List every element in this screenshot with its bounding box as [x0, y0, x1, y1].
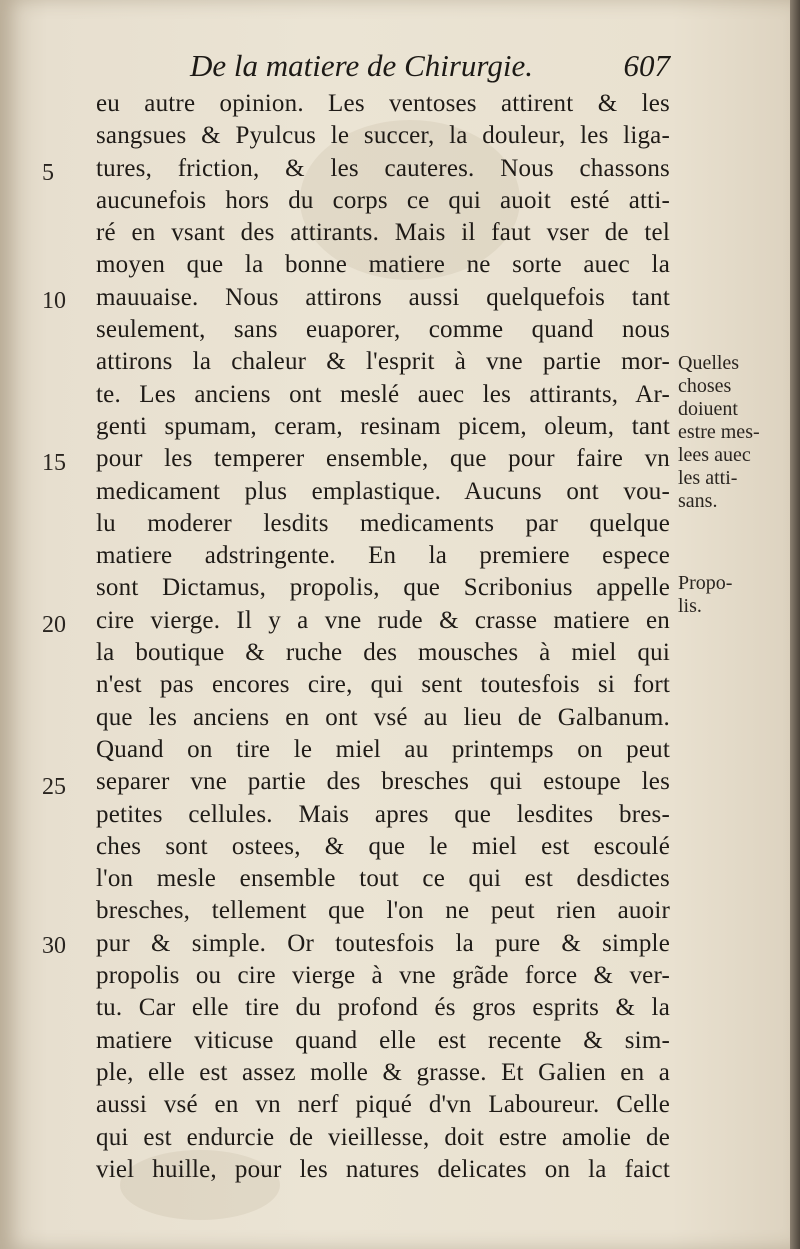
text-line: tu. Car elle tire du profond és gros esprits & la: [96, 994, 670, 1022]
line-number: 20: [42, 612, 66, 638]
text-line: te. Les anciens ont meslé auec les attirants, Ar-: [96, 380, 670, 408]
marginal-line: choses: [678, 375, 732, 397]
text-line: sangsues & Pyulcus le succer, la douleur, les liga-: [96, 122, 670, 150]
text-line: cire vierge. Il y a vne rude & crasse matiere en: [96, 606, 670, 634]
text-line: medicament plus emplastique. Aucuns ont vou-: [96, 477, 670, 505]
text-line: genti spumam, ceram, resinam picem, oleum, tant: [96, 412, 670, 440]
text-line: aucunefois hors du corps ce qui auoit esté atti-: [96, 186, 670, 214]
text-line: eu autre opinion. Les ventoses attirent & les: [96, 90, 670, 117]
main-text: [96, 88, 670, 1186]
text-line: seulement, sans euaporer, comme quand nous: [96, 316, 670, 344]
line-number: 25: [42, 774, 66, 800]
text-line: que les anciens en ont vsé au lieu de Galbanum.: [96, 703, 670, 731]
text-line: matiere adstringente. En la premiere espece: [96, 542, 670, 570]
line-number: 15: [42, 450, 66, 476]
marginal-line: Propo-: [678, 572, 733, 594]
page-number: 607: [623, 48, 670, 83]
marginal-note: [678, 352, 778, 513]
page-edge: [790, 0, 800, 1249]
text-line: qui est endurcie de vieillesse, doit estre amolie de: [96, 1123, 670, 1151]
text-line: propolis ou cire vierge à vne grãde force & ver-: [96, 962, 670, 990]
text-line: ches sont ostees, & que le miel est escoulé: [96, 832, 670, 860]
line-number: 10: [42, 288, 66, 314]
text-line: viel huille, pour les natures delicates on la faict: [96, 1155, 670, 1183]
text-line: ré en vsant des attirants. Mais il faut vser de tel: [96, 219, 670, 247]
marginal-note: [678, 572, 778, 618]
marginal-line: estre mes-: [678, 421, 760, 443]
text-line: aussi vsé en vn nerf piqué d'vn Laboureur. Celle: [96, 1091, 670, 1119]
text-line: attirons la chaleur & l'esprit à vne partie mor-: [96, 348, 670, 376]
line-number: 5: [42, 160, 54, 186]
text-line: pur & simple. Or toutesfois la pure & simple: [96, 929, 670, 957]
text-line: pour les temperer ensemble, que pour faire vn: [96, 445, 670, 473]
text-line: ple, elle est assez molle & grasse. Et Galien en a: [96, 1058, 670, 1086]
text-line: Quand on tire le miel au printemps on peut: [96, 735, 670, 763]
line-number: 30: [42, 933, 66, 959]
running-header: [190, 48, 670, 92]
line-numbers: [0, 0, 90, 1249]
text-line: bresches, tellement que l'on ne peut rien auoir: [96, 897, 670, 925]
marginal-line: lees auec: [678, 444, 751, 466]
text-line: separer vne partie des bresches qui estoupe les: [96, 768, 670, 796]
text-line: matiere viticuse quand elle est recente & sim-: [96, 1026, 670, 1054]
text-line: l'on mesle ensemble tout ce qui est desdictes: [96, 865, 670, 893]
marginal-line: lis.: [678, 595, 702, 617]
text-line: la boutique & ruche des mousches à miel qui: [96, 639, 670, 667]
marginal-line: doiuent: [678, 398, 738, 420]
marginal-line: sans.: [678, 490, 718, 512]
text-line: sont Dictamus, propolis, que Scribonius appelle: [96, 574, 670, 602]
marginal-line: les atti-: [678, 467, 738, 489]
text-line: mauuaise. Nous attirons aussi quelquefois tant: [96, 283, 670, 311]
text-line: n'est pas encores cire, qui sent toutesfois si fort: [96, 671, 670, 699]
marginal-line: Quelles: [678, 352, 740, 374]
text-line: tures, friction, & les cauteres. Nous chassons: [96, 154, 670, 182]
text-line: petites cellules. Mais apres que lesdites bres-: [96, 800, 670, 828]
text-line: moyen que la bonne matiere ne sorte auec la: [96, 251, 670, 279]
page-title: De la matiere de Chirurgie.: [190, 48, 533, 83]
text-line: lu moderer lesdits medicaments par quelque: [96, 509, 670, 537]
